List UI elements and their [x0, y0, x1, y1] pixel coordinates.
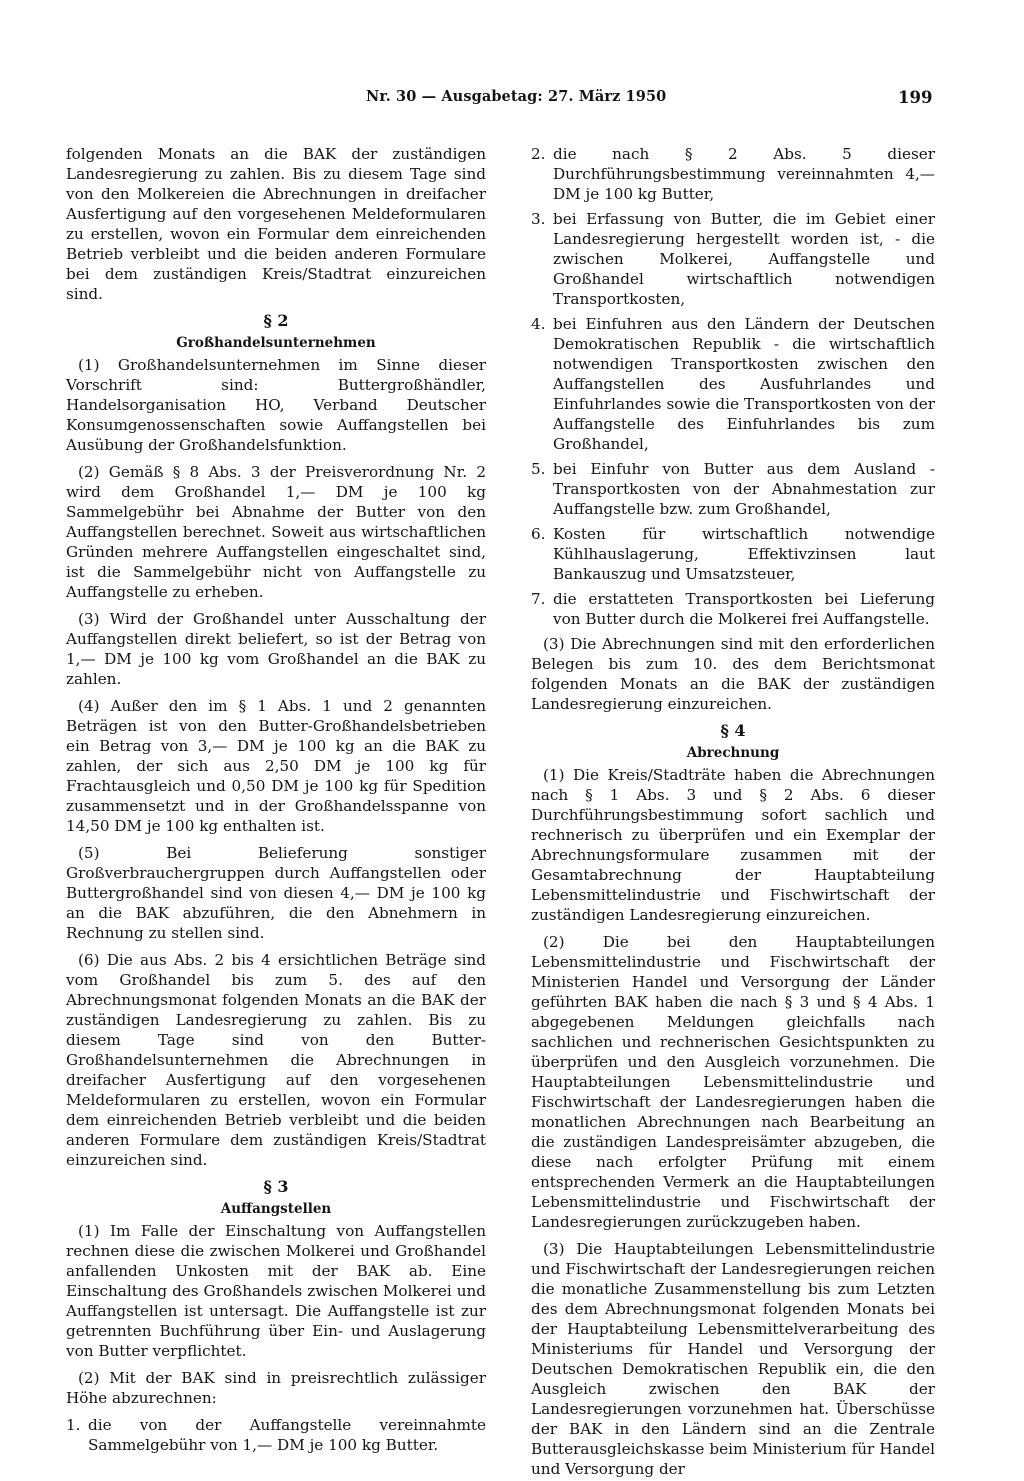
- list-item-number: 7.: [531, 590, 546, 608]
- paragraph: (1) Im Falle der Einschaltung von Auffangstellen rechnen diese die zwischen Molkerei und Großhandel anfallenden Unkosten mit der BAK ab. Eine Einschaltung des Großhandels zwischen Molkerei und Auffangstellen ist untersagt. Die Auffangstelle ist zur getrennten Buchführung über Ein- und Auslagerung von Butter verpflichtet.: [66, 1222, 486, 1360]
- list-item-number: 1.: [66, 1416, 81, 1434]
- list-item-text: bei Einfuhr von Butter aus dem Ausland - Transportkosten von der Abnahmestation zur Auffangstelle bzw. zum Großhandel,: [553, 460, 935, 518]
- paragraph: (1) Die Kreis/Stadträte haben die Abrechnungen nach § 1 Abs. 3 und § 2 Abs. 6 dieser Durchführungsbestimmung sofort sachlich und rechnerisch zu überprüfen und ein Exemplar der Abrechnungsformulare zusammen mit der Gesamtabrechnung der Hauptabteilung Lebensmittelindustrie und Fischwirtschaft der zuständigen Landesregierung einzureichen.: [531, 766, 935, 924]
- list-item-text: bei Einfuhren aus den Ländern der Deutschen Demokratischen Republik - die wirtschaftlich notwendigen Transportkosten zwischen den Auffangstellen des Ausfuhrlandes und Einfuhrlandes sowie die Transportkosten von der Auffangstelle des Einfuhrlandes bis zum Großhandel,: [553, 315, 935, 453]
- paragraph: (6) Die aus Abs. 2 bis 4 ersichtlichen Beträge sind vom Großhandel bis zum 5. des auf den Abrechnungsmonat folgenden Monats an die BAK der zuständigen Landesregierung zu zahlen. Bis zu diesem Tage sind von den Butter-Großhandelsunternehmen die Abrechnungen in dreifacher Ausfertigung auf den vorgesehenen Meldeformularen zu erstellen, wovon ein Formular dem einreichenden Betrieb verbleibt und die beiden anderen Formulare dem zuständigen Kreis/Stadtrat einzureichen sind.: [66, 951, 486, 1169]
- list-item-number: 3.: [531, 210, 546, 228]
- section-title: Großhandelsunternehmen: [176, 335, 376, 351]
- list-item-number: 6.: [531, 525, 546, 543]
- list-item: [531, 209, 935, 309]
- paragraph: (5) Bei Belieferung sonstiger Großverbrauchergruppen durch Auffangstellen oder Buttergroßhandel sind von diesen 4,— DM je 100 kg an die BAK abzuführen, die den Abnehmern in Rechnung zu stellen sind.: [66, 844, 486, 942]
- list-item-text: die von der Auffangstelle vereinnahmte Sammelgebühr von 1,— DM je 100 kg Butter.: [88, 1416, 486, 1454]
- paragraph: (3) Wird der Großhandel unter Ausschaltung der Auffangstellen direkt beliefert, so ist der Betrag von 1,— DM je 100 kg vom Großhandel an die BAK zu zahlen.: [66, 610, 486, 688]
- list-item-text: die erstatteten Transportkosten bei Lieferung von Butter durch die Molkerei frei Auffangstelle.: [553, 590, 935, 628]
- right-column: [531, 144, 935, 1478]
- paragraph: (2) Mit der BAK sind in preisrechtlich zulässiger Höhe abzurechnen:: [66, 1369, 486, 1407]
- section-number: § 4: [720, 721, 746, 740]
- list-item: [531, 314, 935, 454]
- list-item-number: 2.: [531, 145, 546, 163]
- paragraph: (2) Die bei den Hauptabteilungen Lebensmittelindustrie und Fischwirtschaft der Ministerien Handel und Versorgung der Länder geführten BAK haben die nach § 3 und § 4 Abs. 1 abgegebenen Meldungen gleichfalls nach sachlichen und rechnerischen Gesichtspunkten zu überprüfen und den Ausgleich vorzunehmen. Die Hauptabteilungen Lebensmittelindustrie und Fischwirtschaft der Landesregierungen haben die monatlichen Abrechnungen nach Bearbeitung an die zuständigen Landespreisämter abzugeben, die diese nach erfolgter Prüfung mit einem entsprechenden Vermerk an die Hauptabteilungen Lebensmittelindustrie und Fischwirtschaft der Landesregierungen zurückzugeben haben.: [531, 933, 935, 1231]
- paragraph: (1) Großhandelsunternehmen im Sinne dieser Vorschrift sind: Buttergroßhändler, Handelsorganisation HO, Verband Deutscher Konsumgenossenschaften sowie Auffangstellen bei Ausübung der Großhandelsfunktion.: [66, 356, 486, 454]
- list-item: [66, 1415, 486, 1455]
- page-number: 199: [898, 88, 933, 107]
- list-item-number: 4.: [531, 315, 546, 333]
- paragraph: (3) Die Hauptabteilungen Lebensmittelindustrie und Fischwirtschaft der Landesregierungen reichen die monatliche Zusammenstellung bis zum Letzten des dem Abrechnungsmonat folgenden Monats bei der Hauptabteilung Lebensmittelverarbeitung des Ministeriums für Handel und Versorgung der Deutschen Demokratischen Republik ein, die den Ausgleich zwischen den BAK der Landesregierungen vorzunehmen hat. Überschüsse der BAK in den Ländern sind an die Zentrale Butterausgleichskasse beim Ministerium für Handel und Versorgung der: [531, 1240, 935, 1478]
- paragraph: (2) Gemäß § 8 Abs. 3 der Preisverordnung Nr. 2 wird dem Großhandel 1,— DM je 100 kg Sammelgebühr bei Abnahme der Butter von den Auffangstellen berechnet. Soweit aus wirtschaftlichen Gründen mehrere Auffangstellen eingeschaltet sind, ist die Sammelgebühr nicht von Auffangstelle zu Auffangstelle zu erheben.: [66, 463, 486, 601]
- list-item: [531, 459, 935, 519]
- list-item-text: die nach § 2 Abs. 5 dieser Durchführungsbestimmung vereinnahmten 4,— DM je 100 kg Butter,: [553, 145, 935, 203]
- paragraph: folgenden Monats an die BAK der zuständigen Landesregierung zu zahlen. Bis zu diesem Tage sind von den Molkereien die Abrechnungen in dreifacher Ausfertigung auf den vorgesehenen Meldeformularen zu erstellen, wovon ein Formular dem einreichenden Betrieb verbleibt und die beiden anderen Formulare bei dem zuständigen Kreis/Stadtrat einzureichen sind.: [66, 145, 486, 303]
- section-title: Abrechnung: [686, 745, 780, 761]
- list-item: [531, 144, 935, 204]
- list-item-text: Kosten für wirtschaftlich notwendige Kühlhauslagerung, Effektivzinsen laut Bankauszug und Umsatzsteuer,: [553, 525, 935, 583]
- list-item-number: 5.: [531, 460, 546, 478]
- paragraph: (3) Die Abrechnungen sind mit den erforderlichen Belegen bis zum 10. des dem Berichtsmonat folgenden Monats an die BAK der zuständigen Landesregierung einzureichen.: [531, 635, 935, 713]
- section-title: Auffangstellen: [220, 1201, 332, 1217]
- left-column: [66, 144, 486, 1454]
- page-header: [0, 88, 1024, 112]
- paragraph: (4) Außer den im § 1 Abs. 1 und 2 genannten Beträgen ist von den Butter-Großhandelsbetrieben ein Betrag von 3,— DM je 100 kg an die BAK zu zahlen, der sich aus 2,50 DM je 100 kg für Frachtausgleich und 0,50 DM je 100 kg für Spedition zusammensetzt und in der Großhandelsspanne von 14,50 DM je 100 kg enthalten ist.: [66, 697, 486, 835]
- issue-line: Nr. 30 — Ausgabetag: 27. März 1950: [366, 88, 667, 105]
- list-item: [531, 589, 935, 629]
- section-number: § 2: [263, 311, 289, 330]
- section-number: § 3: [263, 1177, 289, 1196]
- list-item: [531, 524, 935, 584]
- list-item-text: bei Erfassung von Butter, die im Gebiet einer Landesregierung hergestellt worden ist, - die zwischen Molkerei, Auffangstelle und Großhandel wirtschaftlich notwendigen Transportkosten,: [553, 210, 935, 308]
